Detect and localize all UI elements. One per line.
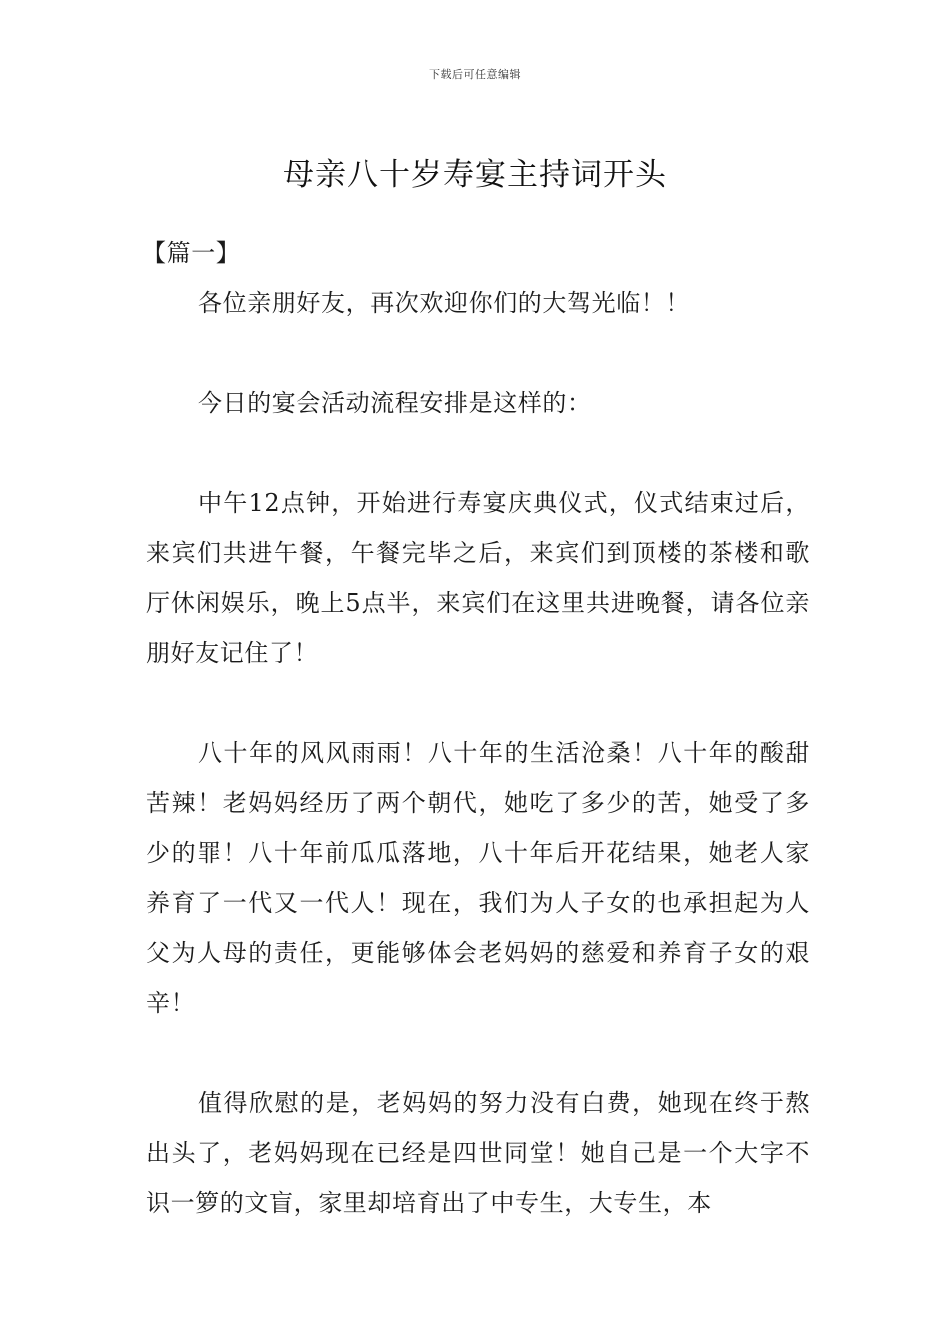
- paragraph: 值得欣慰的是，老妈妈的努力没有白费，她现在终于熬出头了，老妈妈现在已经是四世同堂！她自己是一个大字不识一箩的文盲，家里却培育出了中专生，大专生，本: [146, 1089, 810, 1217]
- header-note: 下载后可任意编辑: [429, 68, 521, 81]
- paragraph: 中午12点钟，开始进行寿宴庆典仪式，仪式结束过后，来宾们共进午餐，午餐完毕之后，来宾们到顶楼的茶楼和歌厅休闲娱乐，晚上5点半，来宾们在这里共进晚餐，请各位亲朋好友记住了！: [146, 489, 810, 667]
- paragraph: 各位亲朋好友，再次欢迎你们的大驾光临！！: [198, 289, 690, 317]
- page-title: 母亲八十岁寿宴主持词开头: [283, 156, 667, 193]
- paragraph: 今日的宴会活动流程安排是这样的：: [198, 389, 592, 417]
- section-label: 【篇一】: [142, 239, 241, 267]
- paragraph: 八十年的风风雨雨！八十年的生活沧桑！八十年的酸甜苦辣！老妈妈经历了两个朝代，她吃了多少的苦，她受了多少的罪！八十年前瓜瓜落地，八十年后开花结果，她老人家养育了一代又一代人！现在，我们为人子女的也承担起为人父为人母的责任，更能够体会老妈妈的慈爱和养育子女的艰辛！: [146, 739, 810, 1017]
- document-body: [142, 228, 810, 1278]
